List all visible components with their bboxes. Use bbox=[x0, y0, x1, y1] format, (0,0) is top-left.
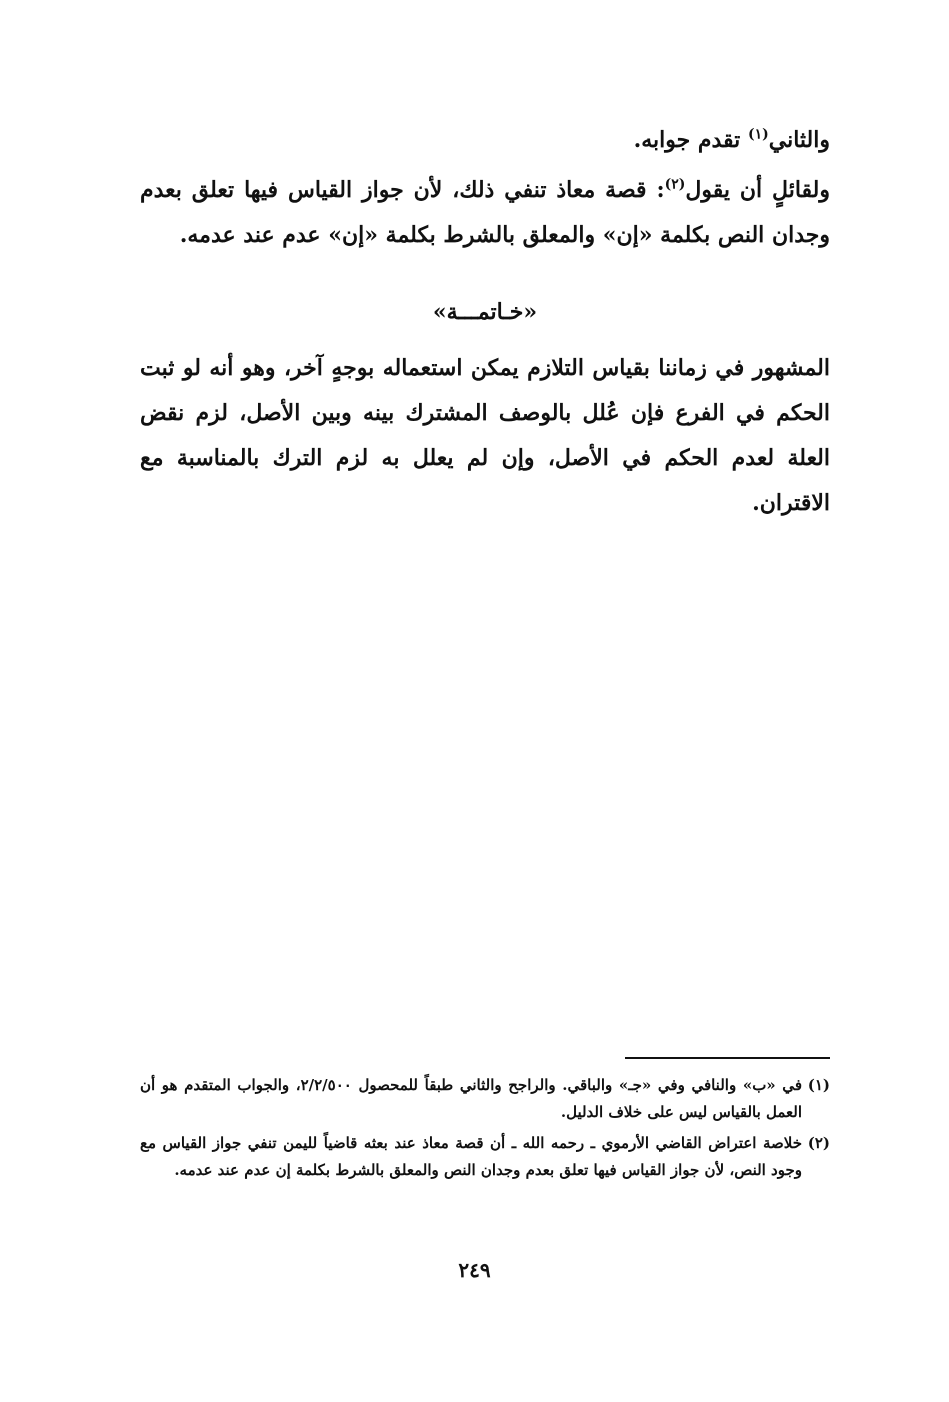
conclusion-paragraph: المشهور في زماننا بقياس التلازم يمكن استعماله بوجهٍ آخر، وهو أنه لو ثبت الحكم في الفرع فإن عُلل بالوصف المشترك بينه وبين الأصل، لزم نقض العلة لعدم الحكم في الأصل، وإن لم يعلل به لزم الترك بالمناسبة مع الاقتران. bbox=[140, 355, 830, 516]
paragraph-2 bbox=[140, 168, 830, 258]
paragraph-2-text: ولقائلٍ أن يقول bbox=[685, 177, 831, 203]
footnotes bbox=[140, 1072, 830, 1188]
paragraph-1-text: والثاني bbox=[768, 127, 830, 153]
footnote-ref-2[interactable]: (٢) bbox=[664, 176, 686, 193]
paragraph-1-rest: تقدم جوابه. bbox=[633, 127, 748, 153]
footnote-ref-1[interactable]: (١) bbox=[747, 126, 769, 143]
paragraph-1 bbox=[140, 118, 830, 163]
footnote-2-text: خلاصة اعتراض القاضي الأرموي ـ رحمه الله ـ أن قصة معاذ عند بعثه قاضياً لليمن تنفي جواز القياس مع وجود النص، لأن جواز القياس فيها تعلق بعدم وجدان النص والمعلق بالشرط بكلمة إن عدم عند عدمه. bbox=[140, 1134, 802, 1179]
section-heading: «خـاتمـــة» bbox=[432, 299, 538, 325]
page-number: ٢٤٩ bbox=[458, 1258, 491, 1282]
footnote-1-mark: (١) bbox=[807, 1076, 830, 1094]
footnote-1-text: في «ب» والنافي وفي «جـ» والباقي. والراجح والثاني طبقاً للمحصول ٢/٢/٥٠٠، والجواب المتقدم هو أن العمل بالقياس ليس على خلاف الدليل. bbox=[140, 1076, 802, 1121]
footnote-2 bbox=[140, 1130, 830, 1184]
footnote-1 bbox=[140, 1072, 830, 1126]
paragraph-2-rest: : قصة معاذ تنفي ذلك، لأن جواز القياس فيها تعلق بعدم وجدان النص بكلمة «إن» والمعلق بالشرط بكلمة «إن» عدم عند عدمه. bbox=[140, 177, 830, 248]
footnote-divider bbox=[625, 1057, 830, 1059]
footnote-2-mark: (٢) bbox=[807, 1134, 830, 1152]
